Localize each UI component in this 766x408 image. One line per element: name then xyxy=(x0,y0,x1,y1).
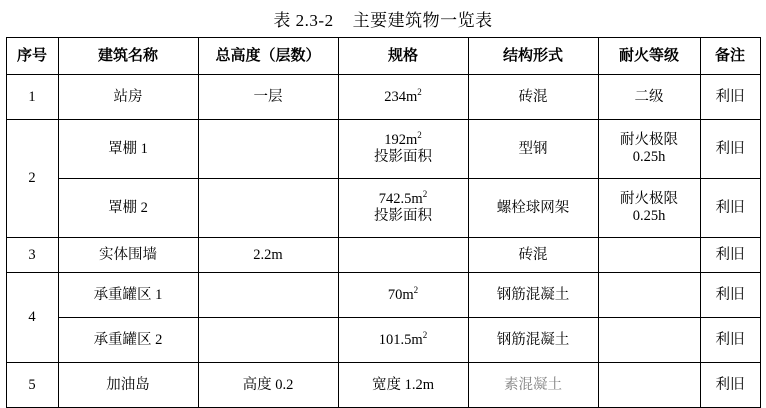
cell-name: 加油岛 xyxy=(58,363,198,408)
cell-name: 实体围墙 xyxy=(58,238,198,273)
column-header-name: 建筑名称 xyxy=(58,38,198,75)
table-row xyxy=(6,273,760,318)
cell-remark: 利旧 xyxy=(700,75,760,120)
cell-fire-rating xyxy=(598,273,700,318)
column-header-index: 序号 xyxy=(6,38,58,75)
cell-height xyxy=(198,120,338,179)
cell-name: 承重罐区 1 xyxy=(58,273,198,318)
cell-spec-main: 101.5m xyxy=(378,331,423,348)
cell-index: 1 xyxy=(6,75,58,120)
cell-height xyxy=(198,318,338,363)
cell-index: 5 xyxy=(6,363,58,408)
cell-spec-sub: 投影面积 xyxy=(374,149,432,165)
cell-height: 一层 xyxy=(198,75,338,120)
cell-height xyxy=(198,273,338,318)
cell-spec xyxy=(338,179,468,238)
cell-fire-line2: 0.25h xyxy=(632,208,666,224)
cell-name: 罩棚 1 xyxy=(58,120,198,179)
cell-spec-sup: 2 xyxy=(417,130,422,141)
cell-height xyxy=(198,179,338,238)
table-row xyxy=(6,120,760,179)
cell-structure: 砖混 xyxy=(468,75,598,120)
cell-remark: 利旧 xyxy=(700,120,760,179)
table-row xyxy=(6,318,760,363)
buildings-table xyxy=(6,37,761,408)
cell-spec xyxy=(338,75,468,120)
cell-remark: 利旧 xyxy=(700,318,760,363)
cell-spec-sup: 2 xyxy=(422,189,428,200)
column-header-structure: 结构形式 xyxy=(468,38,598,75)
cell-spec-sup: 2 xyxy=(417,87,422,98)
cell-name: 承重罐区 2 xyxy=(58,318,198,363)
cell-spec xyxy=(338,238,468,273)
cell-structure: 型钢 xyxy=(468,120,598,179)
cell-structure: 钢筋混凝土 xyxy=(468,273,598,318)
cell-fire-rating: 二级 xyxy=(598,75,700,120)
cell-height: 2.2m xyxy=(198,238,338,273)
cell-index: 2 xyxy=(6,120,58,238)
cell-fire-line1: 耐火极限 xyxy=(620,190,678,207)
cell-remark: 利旧 xyxy=(700,273,760,318)
cell-spec-main: 70m xyxy=(387,286,414,303)
cell-structure: 砖混 xyxy=(468,238,598,273)
cell-spec xyxy=(338,318,468,363)
cell-structure: 钢筋混凝土 xyxy=(468,318,598,363)
table-row xyxy=(6,363,760,408)
cell-structure: 素混凝土 xyxy=(468,363,598,408)
cell-spec-sub: 投影面积 xyxy=(374,208,432,224)
cell-spec xyxy=(338,273,468,318)
cell-spec-sup: 2 xyxy=(413,285,419,296)
cell-fire-rating xyxy=(598,179,700,238)
cell-fire-rating xyxy=(598,318,700,363)
cell-spec-main: 192m xyxy=(384,131,418,148)
cell-fire-rating xyxy=(598,363,700,408)
column-header-spec: 规格 xyxy=(338,38,468,75)
cell-remark: 利旧 xyxy=(700,238,760,273)
cell-fire-line1: 耐火极限 xyxy=(620,131,678,148)
cell-fire-rating xyxy=(598,120,700,179)
cell-spec xyxy=(338,120,468,179)
cell-spec-main: 234m xyxy=(384,88,418,105)
cell-spec: 宽度 1.2m xyxy=(338,363,468,408)
table-row xyxy=(6,179,760,238)
cell-spec-sup: 2 xyxy=(422,330,428,341)
column-header-fire-rating: 耐火等级 xyxy=(598,38,700,75)
column-header-remark: 备注 xyxy=(700,38,760,75)
cell-spec-main: 742.5m xyxy=(378,190,423,207)
cell-fire-line2: 0.25h xyxy=(632,149,666,165)
cell-fire-rating xyxy=(598,238,700,273)
cell-remark: 利旧 xyxy=(700,179,760,238)
cell-name: 罩棚 2 xyxy=(58,179,198,238)
cell-height: 高度 0.2 xyxy=(198,363,338,408)
table-row xyxy=(6,75,760,120)
cell-index: 4 xyxy=(6,273,58,363)
table-header-row xyxy=(6,38,760,75)
cell-remark: 利旧 xyxy=(700,363,760,408)
cell-structure: 螺栓球网架 xyxy=(468,179,598,238)
cell-index: 3 xyxy=(6,238,58,273)
table-row xyxy=(6,238,760,273)
column-header-height: 总高度（层数） xyxy=(198,38,338,75)
cell-name: 站房 xyxy=(58,75,198,120)
page-title: 表 2.3-2 主要建筑物一览表 xyxy=(273,11,493,30)
